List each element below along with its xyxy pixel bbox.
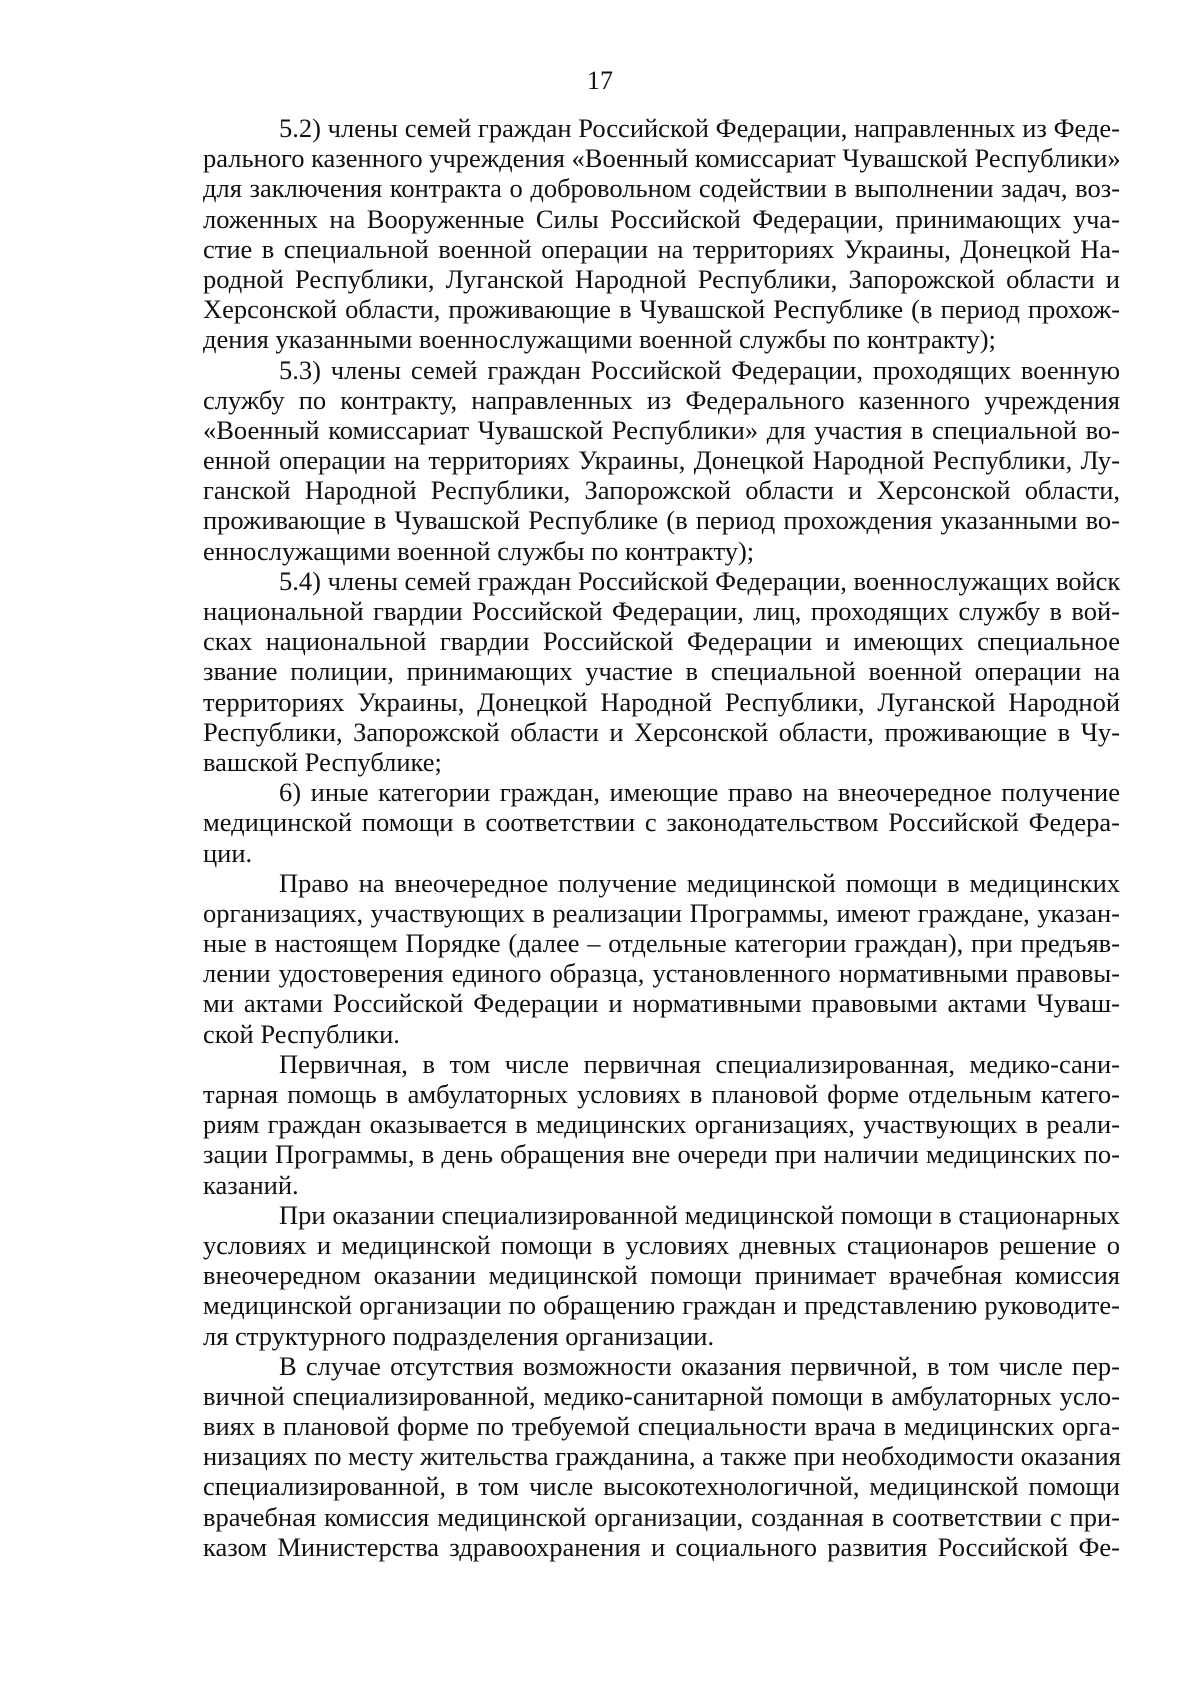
text-line: рального казенного учреждения «Военный комиссариат Чувашской Республики» (203, 143, 1121, 174)
text-line: ные в настоящем Порядке (далее – отдельные категории граждан), при предъяв- (203, 928, 1120, 959)
text-line: организациях, участвующих в реализации Программы, имеют граждане, указан- (203, 897, 1120, 928)
text-line: низациях по месту жительства гражданина, а также при необходимости оказания (203, 1441, 1121, 1472)
text-line: ля структурного подразделения организации. (203, 1320, 715, 1351)
text-line: риям граждан оказывается в медицинских организациях, участвующих в реали- (203, 1109, 1120, 1140)
text-line: внеочередном оказании медицинской помощи принимает врачебная комиссия (203, 1260, 1120, 1291)
text-line: 6) иные категории граждан, имеющие право на внеочередное получение (279, 777, 1120, 808)
text-line: территориях Украины, Донецкой Народной Республики, Луганской Народной (203, 686, 1120, 717)
text-line: дения указанными военнослужащими военной службы по контракту); (203, 324, 996, 355)
text-line: врачебная комиссия медицинской организации, созданная в соответствии с при- (203, 1501, 1120, 1532)
paragraph-5-2 (203, 113, 1120, 355)
text-line: стие в специальной военной операции на территориях Украины, Донецкой На- (203, 233, 1120, 264)
text-line: медицинской организации по обращению граждан и представлению руководите- (203, 1290, 1120, 1321)
text-line: еннослужащими военной службы по контракту); (203, 535, 755, 566)
paragraph-5-4 (203, 566, 1120, 777)
text-line: енной операции на территориях Украины, Донецкой Народной Республики, Лу- (203, 445, 1120, 476)
text-line: лении удостоверения единого образца, установленного нормативными правовы- (203, 958, 1120, 989)
text-line: При оказании специализированной медицинской помощи в стационарных (279, 1199, 1120, 1230)
paragraph-inpatient-care (203, 1200, 1120, 1351)
text-line: для заключения контракта о добровольном содействии в выполнении задач, воз- (203, 173, 1120, 204)
text-line: 5.4) члены семей граждан Российской Федерации, военнослужащих войск (279, 565, 1121, 596)
text-line: медицинской помощи в соответствии с законодательством Российской Федера- (203, 807, 1120, 838)
text-line: Республики, Запорожской области и Херсонской области, проживающие в Чу- (203, 716, 1120, 747)
text-line: звание полиции, принимающих участие в специальной военной операции на (203, 656, 1120, 687)
text-line: Право на внеочередное получение медицинской помощи в медицинских (279, 867, 1120, 898)
document-body (203, 113, 1120, 1562)
text-line: ганской Народной Республики, Запорожской области и Херсонской области, (203, 475, 1120, 506)
text-line: условиях и медицинской помощи в условиях дневных стационаров решение о (203, 1229, 1120, 1260)
paragraph-right-to-priority (203, 868, 1120, 1049)
text-line: казом Министерства здравоохранения и социального развития Российской Фе- (203, 1531, 1120, 1562)
text-line: тарная помощь в амбулаторных условиях в плановой форме отдельным катего- (203, 1079, 1120, 1109)
text-line: ции. (203, 837, 253, 868)
text-line: службу по контракту, направленных из Федерального казенного учреждения (203, 384, 1120, 415)
text-line: казаний. (203, 1169, 299, 1200)
text-line: вичной специализированной, медико-санитарной помощи в амбулаторных усло- (203, 1380, 1120, 1411)
text-line: Первичная, в том числе первичная специализированная, медико-сани- (279, 1048, 1120, 1079)
paragraph-primary-care (203, 1049, 1120, 1200)
text-line: национальной гвардии Российской Федерации, лиц, проходящих службу в вой- (203, 596, 1120, 626)
text-line: проживающие в Чувашской Республике (в период прохождения указанными во- (203, 505, 1120, 536)
text-line: сках национальной гвардии Российской Федерации и имеющих специальное (203, 626, 1120, 657)
text-line: зации Программы, в день обращения вне очереди при наличии медицинских по- (203, 1139, 1120, 1170)
text-line: 5.3) члены семей граждан Российской Федерации, проходящих военную (279, 354, 1120, 385)
text-line: «Военный комиссариат Чувашской Республики» для участия в специальной во- (203, 414, 1120, 445)
text-line: 5.2) члены семей граждан Российской Федерации, направленных из Феде- (279, 113, 1120, 143)
page-number: 17 (587, 66, 613, 95)
text-line: ложенных на Вооруженные Силы Российской Федерации, принимающих уча- (203, 203, 1120, 234)
text-line: Херсонской области, проживающие в Чувашской Республике (в период прохож- (203, 294, 1120, 325)
text-line: специализированной, в том числе высокотехнологичной, медицинской помощи (203, 1471, 1120, 1502)
text-line: ми актами Российской Федерации и нормативными правовыми актами Чуваш- (203, 988, 1120, 1019)
text-line: В случае отсутствия возможности оказания первичной, в том числе пер- (279, 1350, 1120, 1381)
paragraph-absence-of-care (203, 1351, 1120, 1562)
text-line: вашской Республике; (203, 746, 442, 777)
paragraph-5-3 (203, 355, 1120, 566)
text-line: родной Республики, Луганской Народной Республики, Запорожской области и (203, 263, 1120, 294)
text-line: виях в плановой форме по требуемой специальности врача в медицинских орга- (203, 1411, 1120, 1442)
text-line: ской Республики. (203, 1018, 400, 1049)
paragraph-6 (203, 777, 1120, 868)
